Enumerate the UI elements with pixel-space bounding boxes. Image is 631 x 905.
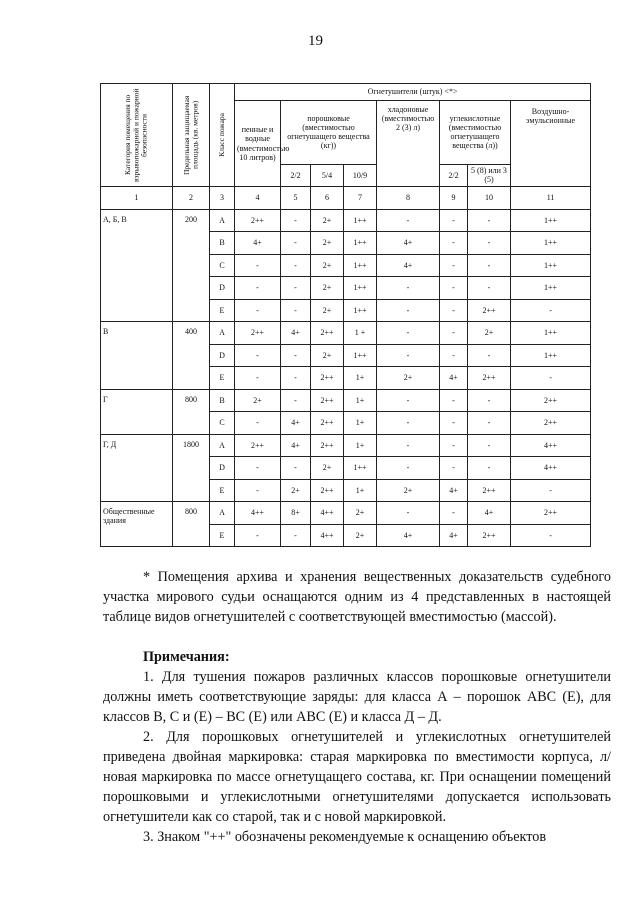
value-cell: 2++	[511, 412, 591, 435]
value-cell: -	[281, 209, 311, 232]
value-cell: 2+	[468, 322, 511, 345]
value-cell: 4+	[235, 232, 281, 255]
header-powder-sub: 2/2	[281, 164, 311, 187]
value-cell: -	[377, 277, 440, 300]
value-cell: -	[281, 344, 311, 367]
value-cell: 2++	[511, 389, 591, 412]
value-cell: 2+	[281, 479, 311, 502]
value-cell: -	[281, 524, 311, 547]
value-cell: 1++	[344, 277, 377, 300]
header-co2-sub: 2/2	[440, 164, 468, 187]
category-cell: Общественные здания	[101, 502, 173, 547]
value-cell: 4++	[235, 502, 281, 525]
header-area: Предельная защищаемая площадь (кв. метров)	[173, 84, 210, 187]
value-cell: -	[281, 367, 311, 390]
value-cell: 1 +	[344, 322, 377, 345]
value-cell: 2++	[511, 502, 591, 525]
notes-section	[103, 567, 611, 847]
value-cell: 2+	[311, 299, 344, 322]
value-cell: -	[440, 457, 468, 480]
value-cell: 1++	[511, 254, 591, 277]
value-cell: -	[235, 344, 281, 367]
value-cell: -	[511, 479, 591, 502]
value-cell: 4+	[377, 232, 440, 255]
value-cell: 1++	[344, 254, 377, 277]
column-number: 6	[311, 187, 344, 210]
value-cell: 2++	[311, 389, 344, 412]
fire-class-cell: D	[210, 457, 235, 480]
value-cell: 2++	[311, 479, 344, 502]
value-cell: -	[235, 277, 281, 300]
value-cell: 2+	[235, 389, 281, 412]
note-item: 2. Для порошковых огнетушителей и углекислотных огнетушителей приведена двойная маркировка: старая маркировка по вместимости корпуса, л/новая маркировка по массе огнетущащего состава, кг. При оснащении помещений порошковыми и углекислотными огнетушителями допускается использовать огнетушители как со старой, так и с новой маркировкой.	[103, 729, 611, 825]
value-cell: -	[440, 344, 468, 367]
footnote: * Помещения архива и хранения вещественных доказательств судебного участка мирового судьи оснащаются одним из 4 представленных в настоящей таблице видов огнетушителей с соответствующей вместимостью (массой).	[103, 569, 611, 625]
header-co2-sub: 5 (8) или 3 (5)	[468, 164, 511, 187]
value-cell: -	[468, 232, 511, 255]
value-cell: -	[440, 434, 468, 457]
table-row	[101, 209, 591, 232]
value-cell: 4++	[511, 457, 591, 480]
value-cell: -	[468, 389, 511, 412]
value-cell: -	[468, 277, 511, 300]
value-cell: 1+	[344, 434, 377, 457]
value-cell: 2+	[344, 502, 377, 525]
value-cell: 1++	[344, 209, 377, 232]
area-cell: 1800	[173, 434, 210, 502]
value-cell: 2++	[311, 412, 344, 435]
value-cell: -	[281, 254, 311, 277]
value-cell: 4++	[511, 434, 591, 457]
area-cell: 200	[173, 209, 210, 322]
header-foam: пенные и водные (вместимостью 10 литров)	[235, 101, 281, 187]
value-cell: -	[440, 277, 468, 300]
header-air-emulsion: Воздушно-эмульсионные	[511, 101, 591, 187]
value-cell: 4+	[468, 502, 511, 525]
fire-class-cell: С	[210, 254, 235, 277]
note-item: 3. Знаком "++" обозначены рекомендуемые к оснащению объектов	[143, 829, 547, 845]
value-cell: -	[235, 412, 281, 435]
value-cell: 1++	[511, 344, 591, 367]
value-cell: -	[440, 232, 468, 255]
value-cell: 1++	[511, 322, 591, 345]
value-cell: -	[468, 412, 511, 435]
header-powder-sub: 10/9	[344, 164, 377, 187]
value-cell: 2++	[235, 209, 281, 232]
header-fire-class: Класс пожара	[210, 84, 235, 187]
category-cell: Г	[101, 389, 173, 434]
value-cell: 4+	[377, 524, 440, 547]
fire-class-cell: С	[210, 412, 235, 435]
value-cell: 2+	[311, 254, 344, 277]
value-cell: -	[235, 254, 281, 277]
column-number: 10	[468, 187, 511, 210]
note-item: 1. Для тушения пожаров различных классов порошковые огнетушители должны иметь соответствующие заряды: для класса А – порошок АВС (Е), для классов В, С и (Е) – ВС (Е) или АВС (Е) и класса Д – Д.	[103, 669, 611, 725]
value-cell: -	[377, 344, 440, 367]
value-cell: 4+	[281, 412, 311, 435]
fire-class-cell: В	[210, 389, 235, 412]
value-cell: 1++	[344, 457, 377, 480]
value-cell: 2++	[311, 367, 344, 390]
value-cell: 2+	[377, 479, 440, 502]
value-cell: 2+	[344, 524, 377, 547]
value-cell: 4+	[281, 322, 311, 345]
value-cell: 1++	[511, 232, 591, 255]
value-cell: -	[440, 389, 468, 412]
value-cell: 1+	[344, 479, 377, 502]
fire-class-cell: Е	[210, 367, 235, 390]
value-cell: 2++	[468, 299, 511, 322]
column-number: 5	[281, 187, 311, 210]
value-cell: -	[377, 209, 440, 232]
value-cell: 2++	[235, 434, 281, 457]
value-cell: 2++	[311, 322, 344, 345]
value-cell: -	[377, 434, 440, 457]
value-cell: 1++	[344, 299, 377, 322]
value-cell: 2+	[311, 209, 344, 232]
value-cell: -	[440, 299, 468, 322]
fire-class-cell: D	[210, 277, 235, 300]
header-co2: углекислотные (вместимостью огнетушащего вещества (л))	[440, 101, 511, 165]
value-cell: 4++	[311, 502, 344, 525]
column-number: 9	[440, 187, 468, 210]
value-cell: -	[468, 344, 511, 367]
extinguisher-table	[100, 83, 591, 547]
table-row	[101, 389, 591, 412]
value-cell: -	[511, 299, 591, 322]
value-cell: -	[468, 254, 511, 277]
value-cell: -	[235, 479, 281, 502]
column-number: 8	[377, 187, 440, 210]
header-halon: хладоновые (вместимостью 2 (3) л)	[377, 101, 440, 187]
column-number: 3	[210, 187, 235, 210]
table-row	[101, 502, 591, 525]
category-cell: А, Б, В	[101, 209, 173, 322]
value-cell: -	[511, 524, 591, 547]
value-cell: -	[377, 457, 440, 480]
value-cell: -	[281, 389, 311, 412]
value-cell: 8+	[281, 502, 311, 525]
fire-class-cell: В	[210, 232, 235, 255]
value-cell: -	[468, 457, 511, 480]
value-cell: 2++	[468, 524, 511, 547]
page-number: 19	[308, 33, 323, 49]
fire-class-cell: А	[210, 209, 235, 232]
value-cell: 2++	[235, 322, 281, 345]
header-powder: порошковые (вместимостью огнетушащего вещества (кг))	[281, 101, 377, 165]
table-row	[101, 322, 591, 345]
fire-class-cell: D	[210, 344, 235, 367]
value-cell: -	[281, 457, 311, 480]
value-cell: -	[440, 254, 468, 277]
value-cell: -	[235, 299, 281, 322]
value-cell: -	[281, 277, 311, 300]
fire-class-cell: А	[210, 322, 235, 345]
value-cell: 1++	[344, 232, 377, 255]
value-cell: 4+	[440, 479, 468, 502]
value-cell: 2+	[311, 344, 344, 367]
value-cell: 2+	[311, 232, 344, 255]
category-cell: Г, Д	[101, 434, 173, 502]
value-cell: -	[440, 412, 468, 435]
notes-title: Примечания:	[143, 649, 230, 665]
fire-class-cell: А	[210, 502, 235, 525]
fire-class-cell: Е	[210, 299, 235, 322]
value-cell: 1++	[511, 277, 591, 300]
value-cell: -	[377, 502, 440, 525]
value-cell: -	[377, 389, 440, 412]
value-cell: 1+	[344, 367, 377, 390]
value-cell: 2++	[468, 367, 511, 390]
value-cell: -	[377, 412, 440, 435]
header-powder-sub: 5/4	[311, 164, 344, 187]
value-cell: -	[377, 322, 440, 345]
value-cell: -	[235, 457, 281, 480]
value-cell: 1++	[344, 344, 377, 367]
value-cell: -	[235, 367, 281, 390]
column-number: 7	[344, 187, 377, 210]
fire-class-cell: А	[210, 434, 235, 457]
area-cell: 800	[173, 389, 210, 434]
value-cell: -	[440, 322, 468, 345]
column-number: 11	[511, 187, 591, 210]
value-cell: 4+	[440, 524, 468, 547]
value-cell: 1+	[344, 389, 377, 412]
column-number: 1	[101, 187, 173, 210]
value-cell: -	[511, 367, 591, 390]
value-cell: 2+	[377, 367, 440, 390]
value-cell: 1+	[344, 412, 377, 435]
value-cell: 2+	[311, 457, 344, 480]
column-number: 4	[235, 187, 281, 210]
header-extinguishers: Огнетушители (штук) <*>	[235, 84, 591, 101]
fire-class-cell: Е	[210, 524, 235, 547]
area-cell: 800	[173, 502, 210, 547]
value-cell: -	[440, 502, 468, 525]
value-cell: -	[235, 524, 281, 547]
value-cell: 2++	[468, 479, 511, 502]
value-cell: 4+	[281, 434, 311, 457]
value-cell: -	[468, 434, 511, 457]
value-cell: 4++	[311, 524, 344, 547]
column-number: 2	[173, 187, 210, 210]
value-cell: -	[377, 299, 440, 322]
value-cell: -	[281, 299, 311, 322]
value-cell: -	[468, 209, 511, 232]
value-cell: 1++	[511, 209, 591, 232]
value-cell: 2+	[311, 277, 344, 300]
value-cell: 4+	[377, 254, 440, 277]
fire-class-cell: Е	[210, 479, 235, 502]
value-cell: -	[440, 209, 468, 232]
value-cell: -	[281, 232, 311, 255]
value-cell: 4+	[440, 367, 468, 390]
header-category: Категория помещения по взрывопожарной и пожарной безопасности	[101, 84, 173, 187]
table-row	[101, 434, 591, 457]
value-cell: 2++	[311, 434, 344, 457]
category-cell: В	[101, 322, 173, 390]
area-cell: 400	[173, 322, 210, 390]
